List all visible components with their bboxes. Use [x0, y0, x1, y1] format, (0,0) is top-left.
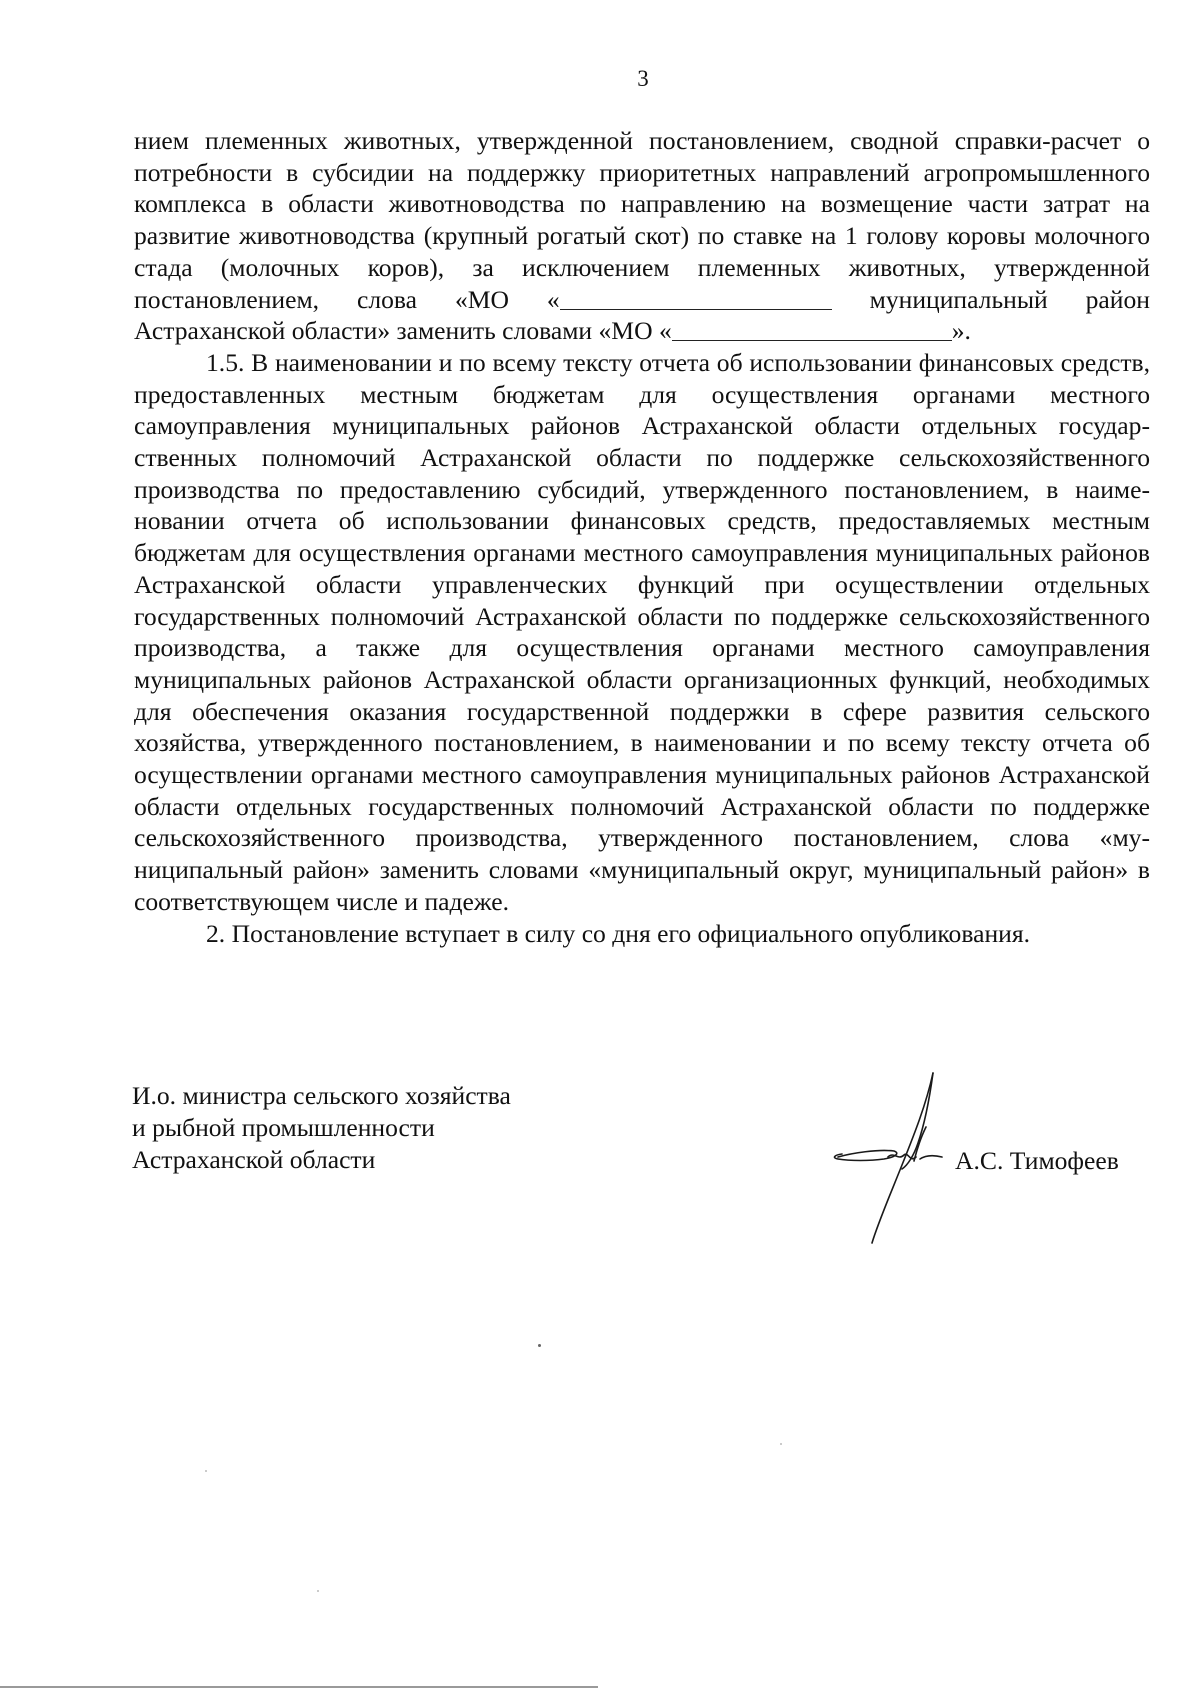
blank-field [672, 316, 952, 341]
paragraph-1-5: 1.5. В наименовании и по всему тексту отчета об использовании финансовых средств, предоставленных местным бюджетам для осуществления органами местного самоуправления муниципальных районов Астраханской области отдельных государственных полномочий Астраханской области по поддержке сельскохозяйственного производства по предоставлению субсидий, утвержденного постановлением, в наименовании отчета об использовании финансовых средств, предоставляемых местным бюджетам для осуществления органами местного самоуправления муниципальных районов Астраханской области управленческих функций при осуществлении отдельных государственных полномочий Астраханской области по поддержке сельскохозяйственного производства, а также для осуществления органами местного самоуправления муниципальных районов Астраханской области организационных функций, необходимых для обеспечения оказания государственной поддержки в сфере развития сельского хозяйства, утвержденного постановлением, в наименовании и по всему тексту отчета об осуществлении органами местного самоуправления муниципальных районов Астраханской области отдельных государственных полномочий Астраханской области по поддержке сельскохозяйственного производства, утвержденного постановлением, слова «муниципальный район» заменить словами «муниципальный округ, муниципальный район» в соответствующем числе и падеже. [134, 347, 1150, 916]
paragraph-text: нием племенных животных, утвержденной постановлением, сводной справки-расчет о потребности в субсидии на поддержку приоритетных направлений агропромышленного комплекса в области животноводства по направлению на возмещение части затрат на развитие животноводства (крупный рогатый скот) по ставке на 1 голову коровы молочного стада (молочных коров), за исключением племенных животных, утвержденной постановлением, слова «МО « [134, 126, 1150, 314]
paragraph-text: муниципальный район Астраханской области» заменить словами «МО « [134, 284, 1150, 346]
bottom-divider [0, 1686, 598, 1688]
scan-speck [780, 1443, 782, 1445]
signer-name: А.С. Тимофеев [955, 1146, 1119, 1175]
paragraph-2: 2. Постановление вступает в силу со дня его официального опубликования. [206, 918, 1031, 948]
scan-speck [317, 1590, 319, 1592]
page-number: 3 [637, 66, 649, 91]
paragraph-continuation [134, 125, 1150, 347]
signature-title-line: и рыбной промышленности [132, 1113, 435, 1142]
signature-title [132, 1080, 511, 1176]
document-body [134, 125, 1150, 949]
paragraph-text: ». [951, 316, 971, 346]
signature-title-line: И.о. министра сельского хозяйства [132, 1081, 511, 1110]
signature-title-line: Астраханской области [132, 1145, 376, 1174]
blank-field [560, 285, 832, 310]
scan-speck [205, 1470, 207, 1472]
scan-speck [538, 1344, 541, 1347]
